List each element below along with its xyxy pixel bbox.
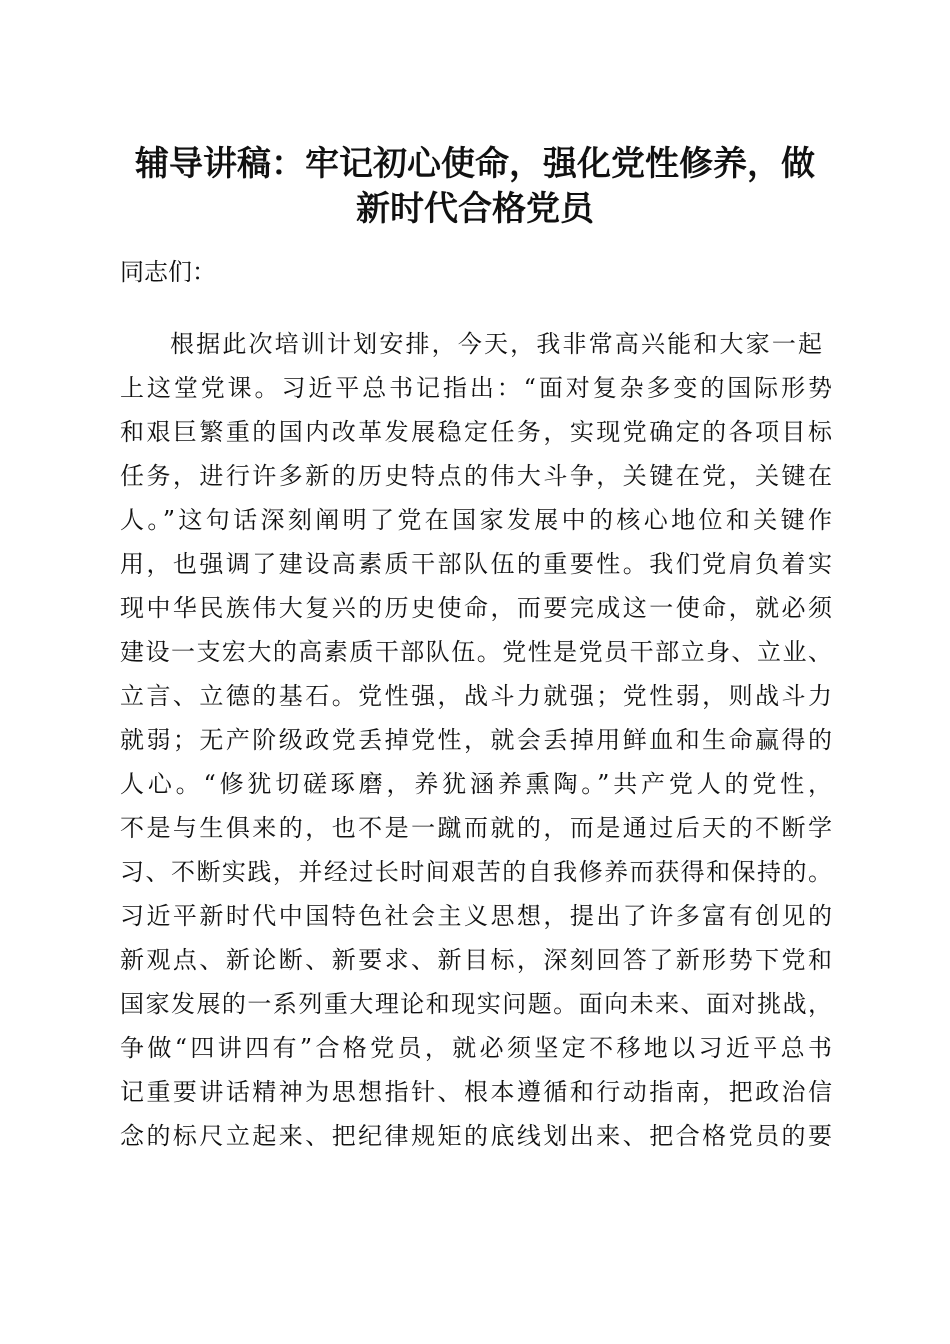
paragraph-line: 任务，进行许多新的历史特点的伟大斗争，关键在党，关键在 xyxy=(120,462,832,490)
paragraph-line: 建设一支宏大的高素质干部队伍。党性是党员干部立身、立业、 xyxy=(120,638,832,666)
paragraph-line: 新观点、新论断、新要求、新目标，深刻回答了新形势下党和 xyxy=(120,946,832,974)
paragraph-line: 现中华民族伟大复兴的历史使命，而要完成这一使命，就必须 xyxy=(120,594,832,622)
paragraph-line: 习、不断实践，并经过长时间艰苦的自我修养而获得和保持的。 xyxy=(120,858,832,886)
paragraph-line: 就弱；无产阶级政党丢掉党性，就会丢掉用鲜血和生命赢得的 xyxy=(120,726,832,754)
paragraph-line: 人。”这句话深刻阐明了党在国家发展中的核心地位和关键作 xyxy=(120,506,832,534)
paragraph-line: 和艰巨繁重的国内改革发展稳定任务，实现党确定的各项目标 xyxy=(120,418,832,446)
paragraph-line: 记重要讲话精神为思想指针、根本遵循和行动指南，把政治信 xyxy=(120,1078,832,1106)
paragraph-line: 立言、立德的基石。党性强，战斗力就强；党性弱，则战斗力 xyxy=(120,682,832,710)
paragraph-line: 上这堂党课。习近平总书记指出：“面对复杂多变的国际形势 xyxy=(120,374,832,402)
document-title-line-1: 辅导讲稿：牢记初心使命，强化党性修养，做 xyxy=(135,144,815,184)
paragraph-line: 国家发展的一系列重大理论和现实问题。面向未来、面对挑战， xyxy=(120,990,832,1018)
paragraph-line: 念的标尺立起来、把纪律规矩的底线划出来、把合格党员的要 xyxy=(120,1122,832,1150)
paragraph-line: 用，也强调了建设高素质干部队伍的重要性。我们党肩负着实 xyxy=(120,550,832,578)
document-title-line-2: 新时代合格党员 xyxy=(356,189,594,229)
paragraph-line: 人心。“修犹切磋琢磨，养犹涵养熏陶。”共产党人的党性， xyxy=(120,770,832,798)
paragraph-line: 不是与生俱来的，也不是一蹴而就的，而是通过后天的不断学 xyxy=(120,814,832,842)
paragraph-line: 争做“四讲四有”合格党员，就必须坚定不移地以习近平总书 xyxy=(120,1034,832,1062)
salutation: 同志们： xyxy=(120,258,216,286)
paragraph-line: 根据此次培训计划安排，今天，我非常高兴能和大家一起 xyxy=(170,330,822,358)
paragraph-line: 习近平新时代中国特色社会主义思想，提出了许多富有创见的 xyxy=(120,902,832,930)
